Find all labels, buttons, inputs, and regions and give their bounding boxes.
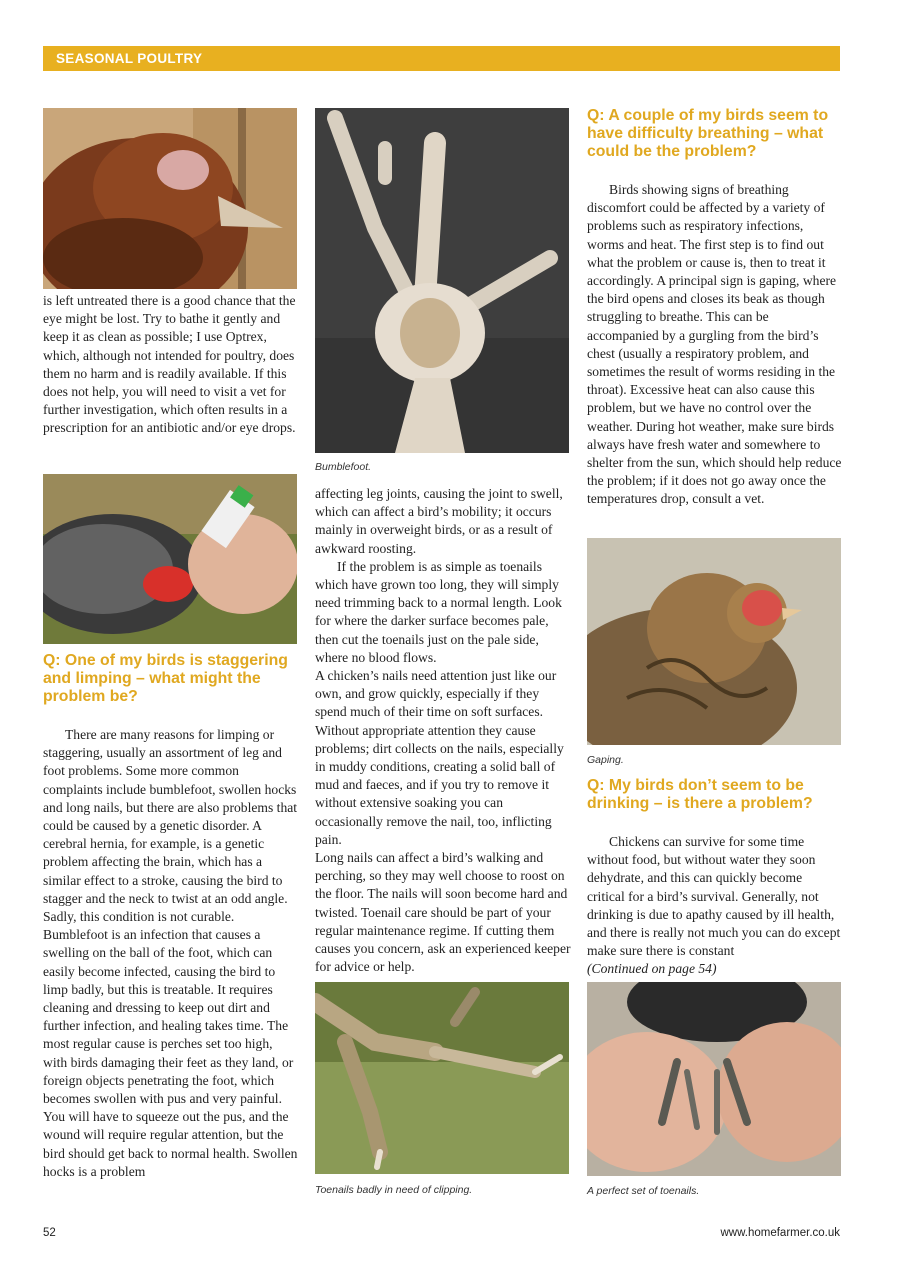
photo-bumblefoot <box>315 108 569 453</box>
column2-text: affecting leg joints, causing the joint to swell, which can affect a bird’s mobility; it occurs mainly in overweight birds, or as a result of awkward roosting. If the problem is as simple as toenails which have grown too long, they will simply need trimming back to a normal length. Look for where the darker surface becomes pale, then cut the toenails just on the pale side, where no blood flows. A chicken’s nails need attention just like our own, and grow quickly, especially if they spend much of their time on soft surfaces. Without appropriate attention they cause problems; dirt collects on the nails, especially in muddy conditions, creating a solid ball of mud and faeces, and if you try to remove it without extensive soaking you can occasionally remove the nail, too, inflicting pain. Long nails can affect a bird’s walking and perching, so they may well choose to roost on the floor. The nails will soon become hard and twisted. Toenail care should be part of your regular maintenance regime. If cutting them causes you concern, ask an experienced keeper for advice or help. <box>315 486 571 975</box>
photo-gaping-hen <box>587 538 841 745</box>
caption-perfect-toenails: A perfect set of toenails. <box>587 1185 700 1197</box>
paragraph-drinking: Chickens can survive for some time without food, but without water they soon dehydrate, and this can quickly become critical for a bird’s survival. Generally, not drinking is due to apathy caused by ill health, and there is really not much you can do except make sure there is constant (Continued on page 54) <box>587 834 841 977</box>
section-banner <box>43 46 840 71</box>
caption-long-toenails: Toenails badly in need of clipping. <box>315 1184 473 1196</box>
question-drinking-heading: Q: My birds don’t seem to be drinking – is there a problem? <box>587 777 813 812</box>
photo-long-toenails <box>315 982 569 1174</box>
question-staggering-heading: Q: One of my birds is staggering and limping – what might the problem be? <box>43 652 288 705</box>
photo-perfect-toenails <box>587 982 841 1176</box>
question-breathing-heading: Q: A couple of my birds seem to have difficulty breathing – what could be the problem? <box>587 107 829 160</box>
paragraph-breathing: Birds showing signs of breathing discomfort could be affected by a variety of problems such as respiratory infections, worms and heat. The first step is to find out what the problem or cause is, then to treat it accordingly. A principal sign is gaping, where the bird opens and closes its beak as though struggling to breathe. This can be accompanied by a gurgling from the bird’s chest (usually a respiratory problem, and sometimes the result of worms residing in the throat). Excessive heat can also cause this problem, but we have no control over the weather. During hot weather, make sure birds always have fresh water and somewhere to shelter from the sun, which should help reduce the problem; if it does not go away once the temperatures drop, consult a vet. <box>587 182 842 507</box>
caption-bumblefoot: Bumblefoot. <box>315 461 372 473</box>
photo-eye-drops <box>43 474 297 644</box>
paragraph-eye-care: is left untreated there is a good chance that the eye might be lost. Try to bathe it gently and keep it as clean as possible; I use Optrex, which, although not intended for poultry, does them no harm and is readily available. If this does not help, you will need to visit a vet for further investigation, which often results in a prescription for an antibiotic and/or eye drops. <box>43 293 296 436</box>
paragraph-staggering: There are many reasons for limping or staggering, usually an assortment of leg and foot problems. Some more common complaints include bumblefoot, swollen hocks and long nails, but there are also problems that could be caused by a genetic disorder. A cerebral hernia, for example, is a genetic problem affecting the brain, which has a similar effect to a stroke, causing the bird to stagger and the neck to twist at an odd angle. Sadly, this condition is not curable. Bumblefoot is an infection that causes a swelling on the ball of the foot, which can easily become infected, causing the bird to limp badly, but this is treatable. It requires cleaning and dressing to keep out dirt and further infection, and healing takes time. The most regular cause is perches set too high, with birds damaging their feet as they land, or foreign objects penetrating the foot, which becomes swollen with pus and very painful. You will have to squeeze out the pus, and the wound will require regular attention, but the bird should get back to normal health. Swollen hocks is a problem <box>43 727 298 1179</box>
website-link[interactable]: www.homefarmer.co.uk <box>720 1227 840 1239</box>
photo-hen-eye <box>43 108 297 289</box>
caption-gaping: Gaping. <box>587 754 624 766</box>
page-number: 52 <box>43 1227 56 1239</box>
section-title: SEASONAL POULTRY <box>56 51 203 66</box>
